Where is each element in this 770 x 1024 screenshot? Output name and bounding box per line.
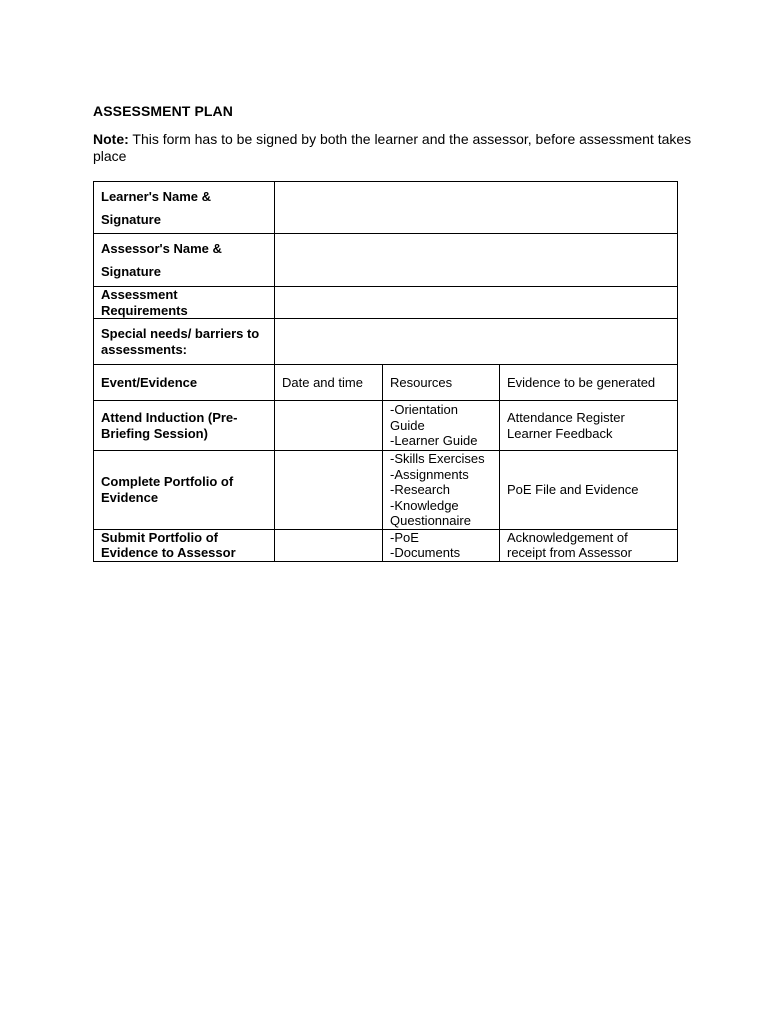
resources-cell [383, 401, 500, 451]
assessor-label: Assessor's Name & Signature [94, 234, 275, 287]
special-needs-label: Special needs/ barriers to assessments: [94, 319, 275, 365]
resource-item: -PoE [390, 529, 419, 545]
resource-item: -Documents [390, 545, 461, 560]
note-label: Note: [93, 131, 129, 147]
assessor-signature-field[interactable] [275, 234, 678, 287]
event-cell: Attend Induction (Pre-Briefing Session) [94, 401, 275, 451]
resources-cell [383, 529, 500, 561]
evidence-item: PoE File and Evidence [507, 482, 639, 497]
resource-item: -Research [390, 482, 450, 497]
evidence-item: Attendance Register [507, 410, 625, 425]
note-text: This form has to be signed by both the learner and the assessor, before assessment takes place [93, 131, 692, 164]
table-row [94, 401, 678, 451]
event-cell: Submit Portfolio of Evidence to Assessor [94, 529, 275, 561]
event-cell: Complete Portfolio of Evidence [94, 451, 275, 530]
document-title: ASSESSMENT PLAN [93, 103, 233, 119]
table-row [94, 529, 678, 561]
requirements-row [94, 287, 678, 319]
header-date: Date and time [275, 365, 383, 401]
learner-row [94, 182, 678, 234]
note-paragraph [93, 131, 693, 165]
requirements-field[interactable] [275, 287, 678, 319]
resource-item: -Orientation Guide [390, 402, 458, 433]
header-resources: Resources [383, 365, 500, 401]
table-header-row [94, 365, 678, 401]
learner-label: Learner's Name & Signature [94, 182, 275, 234]
requirements-label: Assessment Requirements [94, 287, 275, 319]
assessor-row [94, 234, 678, 287]
resources-cell [383, 451, 500, 530]
evidence-cell [500, 451, 678, 530]
table-row [94, 451, 678, 530]
evidence-item: Acknowledgement of receipt from Assessor [507, 529, 632, 560]
evidence-cell [500, 529, 678, 561]
resource-item: -Assignments [390, 466, 469, 482]
evidence-item: Learner Feedback [507, 425, 613, 441]
date-cell[interactable] [275, 451, 383, 530]
resource-item: -Learner Guide [390, 433, 478, 449]
special-needs-row [94, 319, 678, 365]
assessment-plan-table [93, 181, 678, 562]
header-event: Event/Evidence [94, 365, 275, 401]
learner-signature-field[interactable] [275, 182, 678, 234]
date-cell[interactable] [275, 529, 383, 561]
header-evidence: Evidence to be generated [500, 365, 678, 401]
resource-item: -Knowledge Questionnaire [390, 497, 471, 528]
date-cell[interactable] [275, 401, 383, 451]
resource-item: -Skills Exercises [390, 451, 485, 466]
evidence-cell [500, 401, 678, 451]
special-needs-field[interactable] [275, 319, 678, 365]
